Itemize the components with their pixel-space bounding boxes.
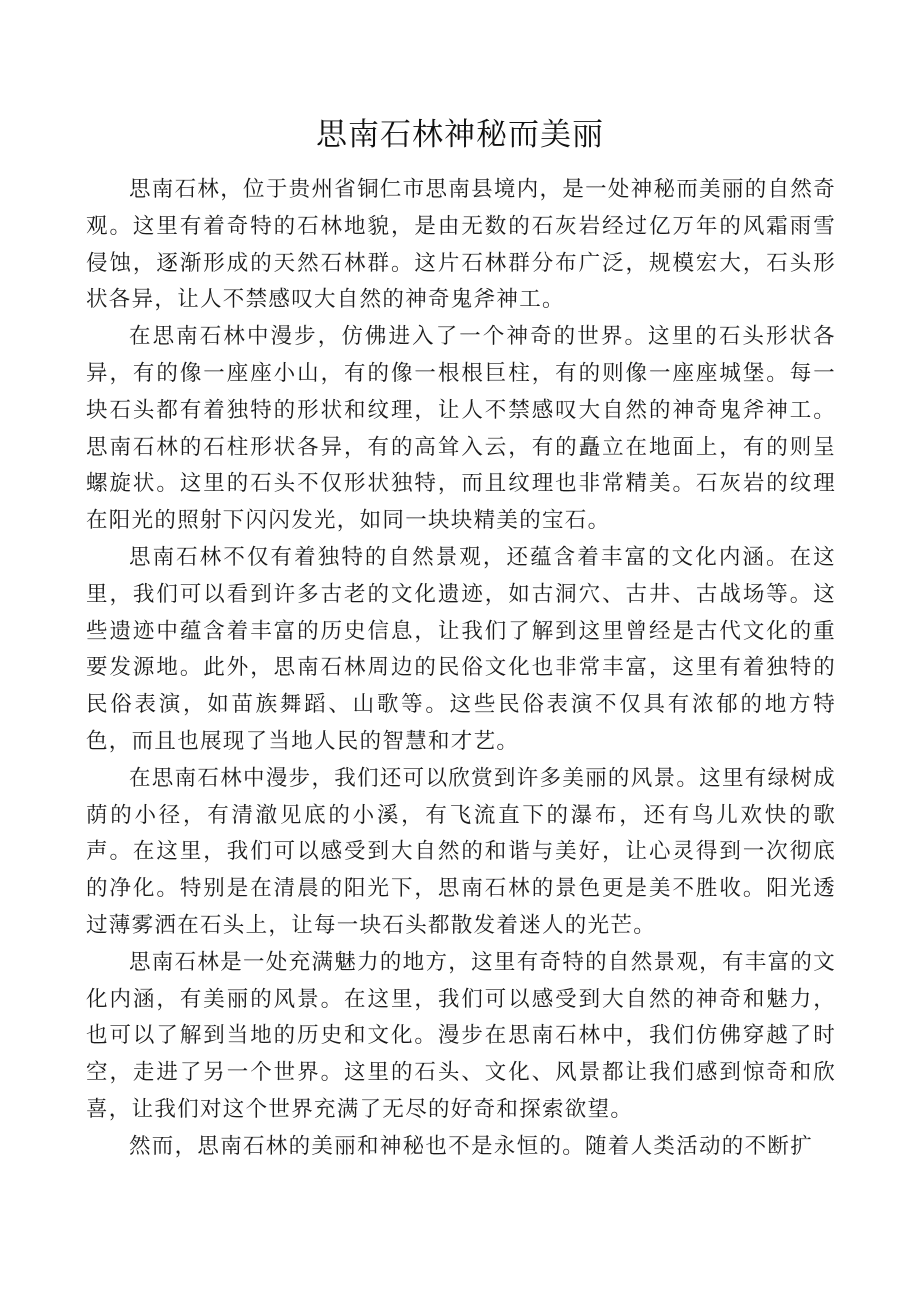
paragraph-summary: 思南石林是一处充满魅力的地方，这里有奇特的自然景观，有丰富的文化内涵，有美丽的风景。在这里，我们可以感受到大自然的神奇和魅力，也可以了解到当地的历史和文化。漫步在思南石林中，我们仿佛穿越了时空，走进了另一个世界。这里的石头、文化、风景都让我们感到惊奇和欣喜，让我们对这个世界充满了无尽的好奇和探索欲望。 — [86, 949, 836, 1122]
paragraph-conclusion: 然而，思南石林的美丽和神秘也不是永恒的。随着人类活动的不断扩 — [129, 1133, 814, 1159]
paragraph-stones: 在思南石林中漫步，仿佛进入了一个神奇的世界。这里的石头形状各异，有的像一座座小山，有的像一根根巨柱，有的则像一座座城堡。每一块石头都有着独特的形状和纹理，让人不禁感叹大自然的神奇鬼斧神工。思南石林的石柱形状各异，有的高耸入云，有的矗立在地面上，有的则呈螺旋状。这里的石头不仅形状独特，而且纹理也非常精美。石灰岩的纹理在阳光的照射下闪闪发光，如同一块块精美的宝石。 — [86, 324, 836, 534]
document-body — [86, 172, 836, 1172]
paragraph-intro: 思南石林，位于贵州省铜仁市思南县境内，是一处神秘而美丽的自然奇观。这里有着奇特的石林地貌，是由无数的石灰岩经过亿万年的风霜雨雪侵蚀，逐渐形成的天然石林群。这片石林群分布广泛，规模宏大，石头形状各异，让人不禁感叹大自然的神奇鬼斧神工。 — [86, 177, 836, 313]
document-title: 思南石林神秘而美丽 — [316, 117, 604, 153]
paragraph-culture: 思南石林不仅有着独特的自然景观，还蕴含着丰富的文化内涵。在这里，我们可以看到许多古老的文化遗迹，如古洞穴、古井、古战场等。这些遗迹中蕴含着丰富的历史信息，让我们了解到这里曾经是古代文化的重要发源地。此外，思南石林周边的民俗文化也非常丰富，这里有着独特的民俗表演，如苗族舞蹈、山歌等。这些民俗表演不仅具有浓郁的地方特色，而且也展现了当地人民的智慧和才艺。 — [86, 544, 836, 754]
paragraph-scenery: 在思南石林中漫步，我们还可以欣赏到许多美丽的风景。这里有绿树成荫的小径，有清澈见底的小溪，有飞流直下的瀑布，还有鸟儿欢快的歌声。在这里，我们可以感受到大自然的和谐与美好，让心灵得到一次彻底的净化。特别是在清晨的阳光下，思南石林的景色更是美不胜收。阳光透过薄雾洒在石头上，让每一块石头都散发着迷人的光芒。 — [86, 765, 836, 938]
